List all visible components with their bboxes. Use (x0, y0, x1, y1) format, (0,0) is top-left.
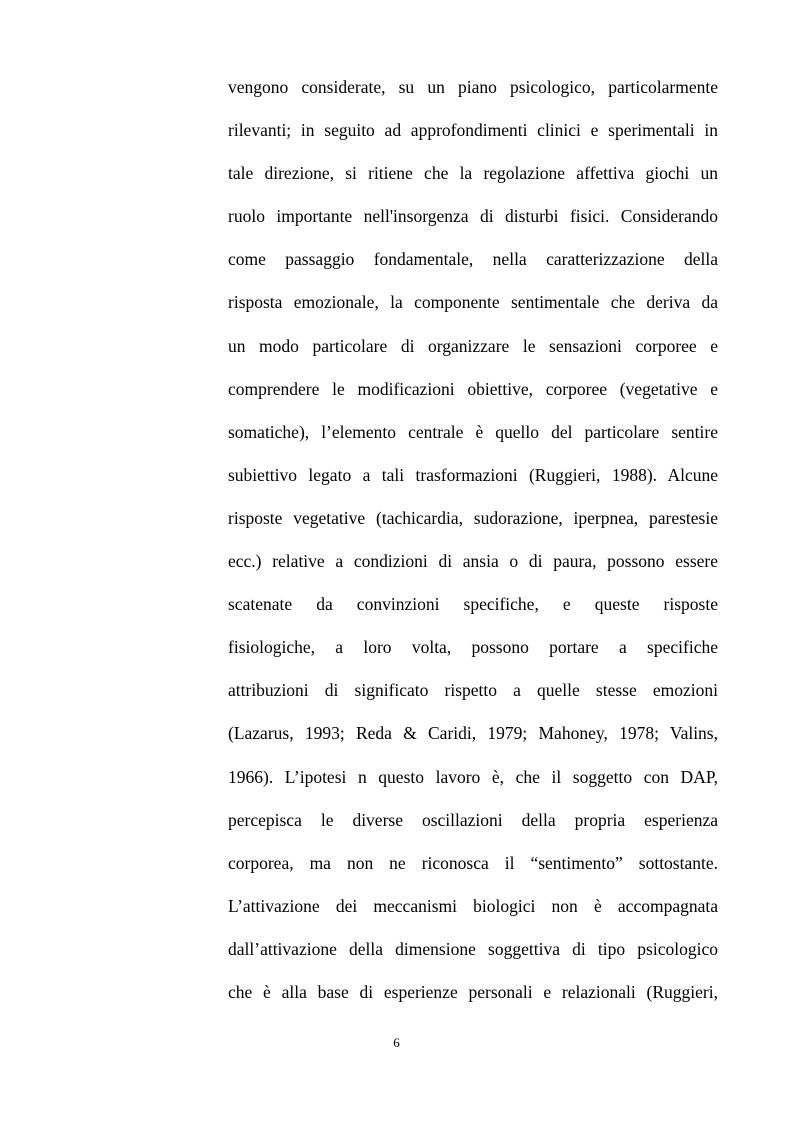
text-line: risposta emozionale, la componente sentimentale che deriva da (228, 292, 718, 313)
page-number: 6 (393, 1035, 400, 1050)
text-line: scatenate da convinzioni specifiche, e queste risposte (228, 594, 718, 615)
text-line: fisiologiche, a loro volta, possono portare a specifiche (228, 637, 718, 658)
text-line: 1966). L’ipotesi n questo lavoro è, che il soggetto con DAP, (228, 766, 718, 787)
body-text (228, 66, 718, 1014)
text-line: ecc.) relative a condizioni di ansia o di paura, possono essere (228, 551, 718, 572)
text-line: L’attivazione dei meccanismi biologici non è accompagnata (228, 895, 718, 916)
text-line: somatiche), l’elemento centrale è quello del particolare sentire (228, 421, 718, 442)
text-line: (Lazarus, 1993; Reda & Caridi, 1979; Mahoney, 1978; Valins, (228, 723, 718, 744)
text-line: risposte vegetative (tachicardia, sudorazione, iperpnea, parestesie (228, 507, 718, 528)
text-line: un modo particolare di organizzare le sensazioni corporee e (228, 335, 718, 356)
text-line: dall’attivazione della dimensione soggettiva di tipo psicologico (228, 938, 718, 959)
text-line: comprendere le modificazioni obiettive, corporee (vegetative e (228, 378, 718, 399)
text-line: subiettivo legato a tali trasformazioni (Ruggieri, 1988). Alcune (228, 464, 718, 485)
text-line: attribuzioni di significato rispetto a quelle stesse emozioni (228, 680, 718, 701)
text-line: rilevanti; in seguito ad approfondimenti clinici e sperimentali in (228, 120, 718, 141)
text-line: tale direzione, si ritiene che la regolazione affettiva giochi un (228, 163, 718, 184)
text-line: corporea, ma non ne riconosca il “sentimento” sottostante. (228, 852, 718, 873)
text-line: vengono considerate, su un piano psicologico, particolarmente (228, 77, 718, 97)
text-line: percepisca le diverse oscillazioni della propria esperienza (228, 809, 718, 830)
text-line: che è alla base di esperienze personali e relazionali (Ruggieri, (228, 981, 718, 1002)
text-line: ruolo importante nell'insorgenza di disturbi fisici. Considerando (228, 206, 718, 227)
text-line: come passaggio fondamentale, nella caratterizzazione della (228, 249, 718, 270)
